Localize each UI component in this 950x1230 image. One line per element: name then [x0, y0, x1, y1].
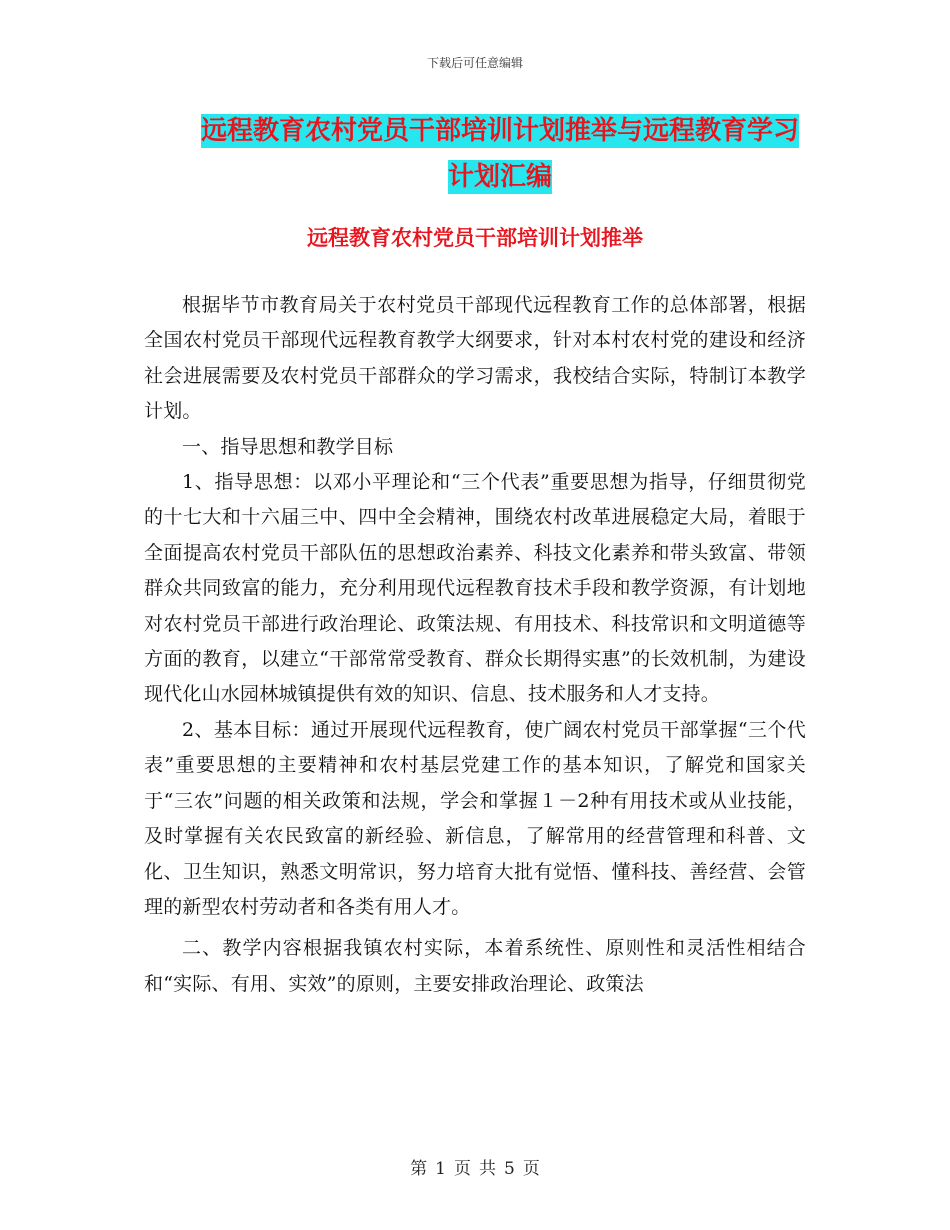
paragraph-heading-1: 一、指导思想和教学目标	[182, 435, 394, 458]
footer-suffix: 页	[522, 1159, 540, 1179]
page-footer	[0, 1154, 950, 1179]
section-title: 远程教育农村党员干部培训计划推举	[307, 226, 643, 250]
footer-total-pages: 5	[504, 1159, 515, 1179]
body-text	[144, 288, 806, 1002]
footer-prefix: 第	[410, 1159, 428, 1179]
document-title-line2: 计划汇编	[447, 162, 552, 192]
header-note: 下载后可任意编辑	[426, 56, 523, 70]
document-title-line1: 远程教育农村党员干部培训计划推举与远程教育学习	[200, 116, 799, 146]
paragraph-guiding-ideology: 1、指导思想：以邓小平理论和“三个代表”重要思想为指导，仔细贯彻党的十七大和十六届三中、四中全会精神，围绕农村改革进展稳定大局，着眼于全面提高农村党员干部队伍的思想政治素养、科技文化素养和带头致富、带领群众共同致富的能力，充分利用现代远程教育技术手段和教学资源，有计划地对农村党员干部进行政治理论、政策法规、有用技术、科技常识和文明道德等方面的教育，以建立“干部常常受教育、群众长期得实惠”的长效机制，为建设现代化山水园林城镇提供有效的知识、信息、技术服务和人才支持。	[144, 471, 806, 706]
footer-page-word: 页	[454, 1159, 471, 1179]
paragraph-teaching-content: 二、教学内容根据我镇农村实际，本着系统性、原则性和灵活性相结合和“实际、有用、实效”的原则，主要安排政治理论、政策法	[144, 937, 806, 995]
document-title	[190, 108, 810, 200]
footer-sep: 共	[479, 1159, 496, 1179]
footer-page-number: 1	[435, 1159, 446, 1179]
paragraph-intro: 根据毕节市教育局关于农村党员干部现代远程教育工作的总体部署，根据全国农村党员干部现代远程教育教学大纲要求，针对本村农村党的建设和经济社会进展需要及农村党员干部群众的学习需求，我校结合实际，特制订本教学计划。	[144, 294, 806, 423]
paragraph-basic-goals: 2、基本目标：通过开展现代远程教育，使广阔农村党员干部掌握“三个代表”重要思想的主要精神和农村基层党建工作的基本知识，了解党和国家关于“三农”问题的相关政策和法规，学会和掌握１－2种有用技术或从业技能，及时掌握有关农民致富的新经验、新信息，了解常用的经营管理和科普、文化、卫生知识，熟悉文明常识，努力培育大批有觉悟、懂科技、善经营、会管理的新型农村劳动者和各类有用人才。	[144, 718, 806, 918]
